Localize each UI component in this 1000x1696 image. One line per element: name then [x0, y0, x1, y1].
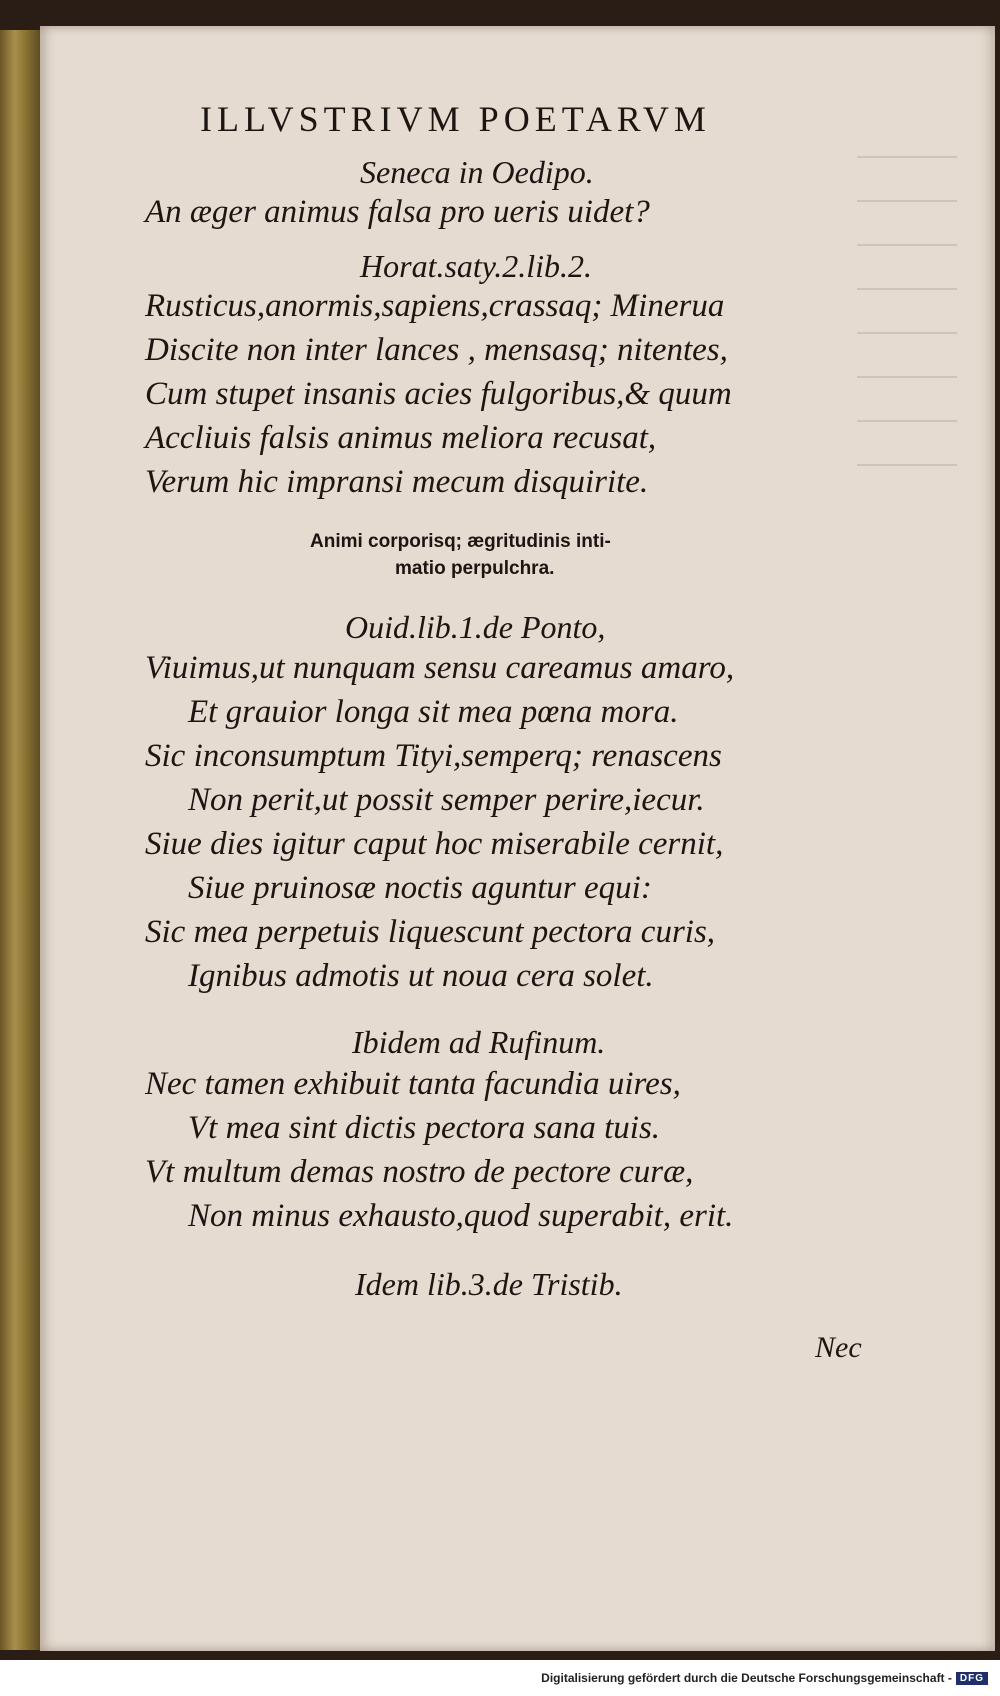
verse-line: An æger animus falsa pro ueris uidet?	[145, 194, 650, 230]
verse-line: Sic mea perpetuis liquescunt pectora curis,	[145, 914, 716, 950]
verse-line: Rusticus,anormis,sapiens,crassaq; Minerua	[145, 288, 725, 324]
digitization-footer	[541, 1669, 988, 1687]
book-binding	[0, 30, 42, 1650]
verse-line: Nec tamen exhibuit tanta facundia uires,	[145, 1066, 681, 1102]
verse-line: Vt multum demas nostro de pectore curæ,	[145, 1154, 694, 1190]
dfg-logo[interactable]: DFG	[956, 1672, 988, 1685]
section-heading: Ouid.lib.1.de Ponto,	[345, 609, 606, 645]
verse-line: Non minus exhausto,quod superabit, erit.	[188, 1198, 734, 1234]
verse-line: Vt mea sint dictis pectora sana tuis.	[188, 1110, 661, 1146]
caption-line: matio perpulchra.	[395, 558, 555, 579]
verse-line: Accliuis falsis animus meliora recusat,	[145, 420, 657, 456]
footer-credit-text: Digitalisierung gefördert durch die Deutsche Forschungsgemeinschaft -	[541, 1671, 952, 1685]
running-head: ILLVSTRIVM POETARVM	[200, 99, 711, 139]
section-heading: Horat.saty.2.lib.2.	[360, 248, 593, 284]
section-heading: Ibidem ad Rufinum.	[352, 1024, 606, 1060]
verse-line: Non perit,ut possit semper perire,iecur.	[188, 782, 705, 818]
verse-line: Cum stupet insanis acies fulgoribus,& quum	[145, 376, 732, 412]
book-page	[40, 26, 995, 1651]
verse-line: Discite non inter lances , mensasq; nitentes,	[145, 332, 728, 368]
catchword: Nec	[815, 1331, 862, 1364]
verse-line: Siue pruinosæ noctis aguntur equi:	[188, 870, 652, 906]
caption-line: Animi corporisq; ægritudinis inti-	[310, 531, 611, 552]
verse-line: Siue dies igitur caput hoc miserabile cernit,	[145, 826, 724, 862]
verse-line: Verum hic impransi mecum disquirite.	[145, 464, 649, 500]
verse-line: Et grauior longa sit mea pœna mora.	[188, 694, 679, 730]
section-heading: Idem lib.3.de Tristib.	[355, 1266, 623, 1302]
verse-line: Ignibus admotis ut noua cera solet.	[188, 958, 654, 994]
verse-line: Sic inconsumptum Tityi,semperq; renascens	[145, 738, 722, 774]
page-text	[40, 26, 995, 1651]
section-heading: Seneca in Oedipo.	[360, 154, 594, 190]
verse-line: Viuimus,ut nunquam sensu careamus amaro,	[145, 650, 735, 686]
